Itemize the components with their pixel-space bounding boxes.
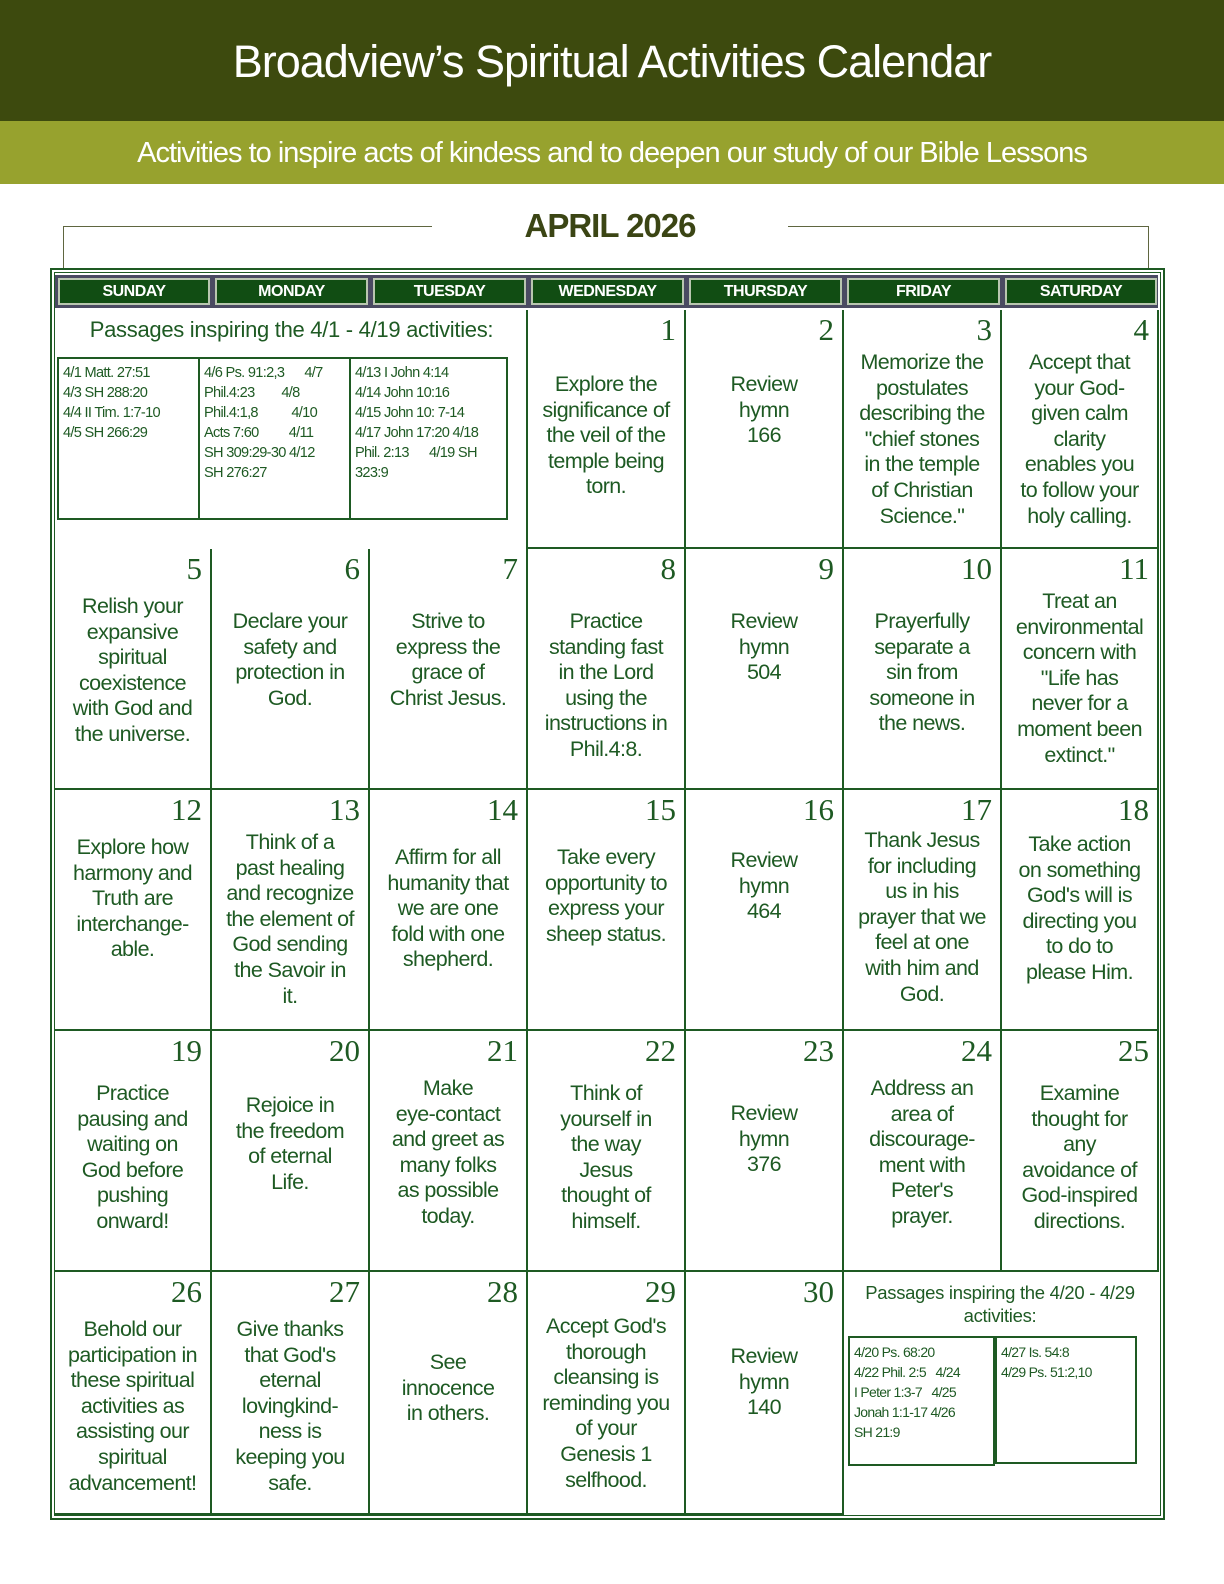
day-cell-13	[212, 790, 370, 1031]
day-activity: See innocence in others.	[401, 1350, 495, 1426]
day-cell-14	[370, 790, 528, 1031]
day-activity: Think of yourself in the way Jesus thought of himself.	[560, 1081, 652, 1233]
day-cell-2	[686, 310, 844, 549]
day-cell-19	[55, 1031, 212, 1272]
day-cell-1	[528, 310, 686, 549]
passages-list: 4/27 Is. 54:8 4/29 Ps. 51:2,10	[1001, 1344, 1092, 1380]
passages-title-second: Passages inspiring the 4/20 - 4/29 activities:	[865, 1282, 1135, 1326]
weekday-header-wednesday: WEDNESDAY	[531, 278, 684, 305]
day-activity: Relish your expansive spiritual coexistence with God and the universe.	[72, 594, 193, 746]
day-number: 14	[487, 792, 518, 827]
passages-panel-first	[55, 310, 528, 549]
day-number: 5	[186, 551, 202, 586]
day-cell-26	[55, 1272, 212, 1515]
passages-box-first-3	[351, 357, 508, 520]
weekday-header-thursday: THURSDAY	[689, 278, 842, 305]
day-activity: Treat an environmental concern with "Life has never for a moment been extinct."	[1015, 589, 1144, 767]
day-activity: Review hymn 140	[730, 1344, 798, 1420]
day-activity: Review hymn 504	[730, 609, 798, 685]
day-number: 21	[487, 1033, 518, 1068]
day-number: 19	[171, 1033, 202, 1068]
day-activity: Thank Jesus for including us in his prayer that we feel at one with him and God.	[858, 828, 986, 1006]
day-number: 6	[344, 551, 360, 586]
passages-list: 4/13 I John 4:14 4/14 John 10:16 4/15 John 10: 7-14 4/17 John 17:20 4/18 Phil. 2:13 4/19 SH 323:9	[355, 365, 479, 481]
day-activity: Take action on something God's will is directing you to do to please Him.	[1018, 832, 1141, 984]
page-subtitle: Activities to inspire acts of kindess and to deepen our study of our Bible Lessons	[137, 137, 1087, 169]
day-activity: Prayerfully separate a sin from someone in the news.	[869, 609, 975, 736]
day-cell-8	[528, 549, 686, 790]
day-activity: Explore the significance of the veil of the temple being torn.	[542, 372, 670, 499]
day-activity: Make eye-contact and greet as many folks as possible today.	[391, 1076, 505, 1228]
day-activity: Behold our participation in these spiritual activities as assisting our spiritual advancement!	[67, 1317, 198, 1495]
passages-box-second-1	[848, 1336, 995, 1466]
day-number: 2	[818, 312, 834, 347]
day-number: 17	[961, 792, 992, 827]
day-activity: Examine thought for any avoidance of God-inspired directions.	[1021, 1081, 1138, 1233]
day-number: 15	[645, 792, 676, 827]
day-cell-28	[370, 1272, 528, 1515]
day-number: 23	[803, 1033, 834, 1068]
passages-box-second-2	[995, 1336, 1137, 1464]
month-label: APRIL 2026	[524, 207, 696, 244]
day-activity: Review hymn 464	[730, 848, 798, 924]
day-number: 18	[1118, 792, 1149, 827]
day-cell-30	[686, 1272, 844, 1515]
day-number: 16	[803, 792, 834, 827]
day-number: 25	[1118, 1033, 1149, 1068]
day-number: 28	[487, 1274, 518, 1309]
day-activity: Think of a past healing and recognize the element of God sending the Savoir in it.	[226, 830, 354, 1008]
day-number: 22	[645, 1033, 676, 1068]
day-activity: Accept God's thorough cleansing is reminding you of your Genesis 1 selfhood.	[542, 1314, 670, 1492]
day-cell-21	[370, 1031, 528, 1272]
page-title: Broadview’s Spiritual Activities Calendar	[232, 36, 992, 87]
day-cell-11	[1002, 549, 1159, 790]
day-cell-4	[1002, 310, 1159, 549]
day-activity: Rejoice in the freedom of eternal Life.	[235, 1093, 345, 1194]
day-activity: Review hymn 376	[730, 1101, 798, 1177]
day-cell-12	[55, 790, 212, 1031]
day-cell-25	[1002, 1031, 1159, 1272]
day-number: 10	[961, 551, 992, 586]
passages-box-first-1	[57, 357, 200, 520]
day-cell-17	[844, 790, 1002, 1031]
day-cell-6	[212, 549, 370, 790]
day-activity: Take every opportunity to express your sheep status.	[545, 845, 667, 946]
day-activity: Declare your safety and protection in God.	[232, 609, 348, 710]
day-number: 7	[502, 551, 518, 586]
day-activity: Strive to express the grace of Christ Jesus.	[389, 609, 507, 710]
day-number: 29	[645, 1274, 676, 1309]
day-number: 13	[329, 792, 360, 827]
weekday-header-friday: FRIDAY	[847, 278, 1000, 305]
day-number: 26	[171, 1274, 202, 1309]
day-number: 9	[818, 551, 834, 586]
day-cell-18	[1002, 790, 1159, 1031]
passages-panel-second	[844, 1272, 1159, 1515]
day-number: 12	[171, 792, 202, 827]
day-number: 3	[976, 312, 992, 347]
day-cell-23	[686, 1031, 844, 1272]
month-bracket-right-tick	[1148, 226, 1149, 268]
passages-box-first-2	[200, 357, 351, 520]
day-cell-15	[528, 790, 686, 1031]
weekday-header-tuesday: TUESDAY	[373, 278, 526, 305]
passages-list: 4/20 Ps. 68:20 4/22 Phil. 2:5 4/24 I Peter 1:3-7 4/25 Jonah 1:1-17 4/26 SH 21:9	[854, 1344, 960, 1440]
weekday-header-sunday: SUNDAY	[58, 278, 210, 305]
passages-list: 4/1 Matt. 27:51 4/3 SH 288:20 4/4 II Tim. 1:7-10 4/5 SH 266:29	[63, 365, 160, 441]
day-cell-22	[528, 1031, 686, 1272]
day-activity: Explore how harmony and Truth are interchange- able.	[73, 835, 192, 962]
weekday-header-monday: MONDAY	[215, 278, 368, 305]
day-activity: Practice standing fast in the Lord using the instructions in Phil.4:8.	[544, 609, 668, 761]
day-cell-10	[844, 549, 1002, 790]
day-cell-3	[844, 310, 1002, 549]
day-activity: Practice pausing and waiting on God before pushing onward!	[77, 1081, 188, 1233]
day-activity: Accept that your God- given calm clarity enables you to follow your holy calling.	[1020, 350, 1139, 528]
day-number: 8	[660, 551, 676, 586]
day-cell-5	[55, 549, 212, 790]
day-activity: Affirm for all humanity that we are one fold with one shepherd.	[387, 845, 509, 972]
day-cell-9	[686, 549, 844, 790]
day-cell-27	[212, 1272, 370, 1515]
month-bracket-left-tick	[63, 226, 64, 268]
day-number: 4	[1133, 312, 1149, 347]
day-activity: Give thanks that God's eternal lovingkind- ness is keeping you safe.	[235, 1317, 345, 1495]
day-number: 11	[1119, 551, 1149, 586]
day-activity: Memorize the postulates describing the "chief stones in the temple of Christian Science."	[859, 350, 985, 528]
day-cell-29	[528, 1272, 686, 1515]
passages-title-first: Passages inspiring the 4/1 - 4/19 activities:	[89, 317, 494, 342]
day-cell-24	[844, 1031, 1002, 1272]
day-number: 20	[329, 1033, 360, 1068]
day-cell-7	[370, 549, 528, 790]
passages-list: 4/6 Ps. 91:2,3 4/7 Phil.4:23 4/8 Phil.4:1,8 4/10 Acts 7:60 4/11 SH 309:29-30 4/12 SH 276:27	[204, 365, 323, 481]
day-cell-20	[212, 1031, 370, 1272]
day-activity: Review hymn 166	[730, 372, 798, 448]
day-number: 24	[961, 1033, 992, 1068]
month-bracket-left	[63, 226, 432, 227]
day-number: 27	[329, 1274, 360, 1309]
month-bracket-right	[788, 226, 1149, 227]
day-cell-16	[686, 790, 844, 1031]
day-activity: Address an area of discourage- ment with Peter's prayer.	[869, 1076, 975, 1228]
day-number: 30	[803, 1274, 834, 1309]
weekday-header-saturday: SATURDAY	[1005, 278, 1157, 305]
day-number: 1	[660, 312, 676, 347]
